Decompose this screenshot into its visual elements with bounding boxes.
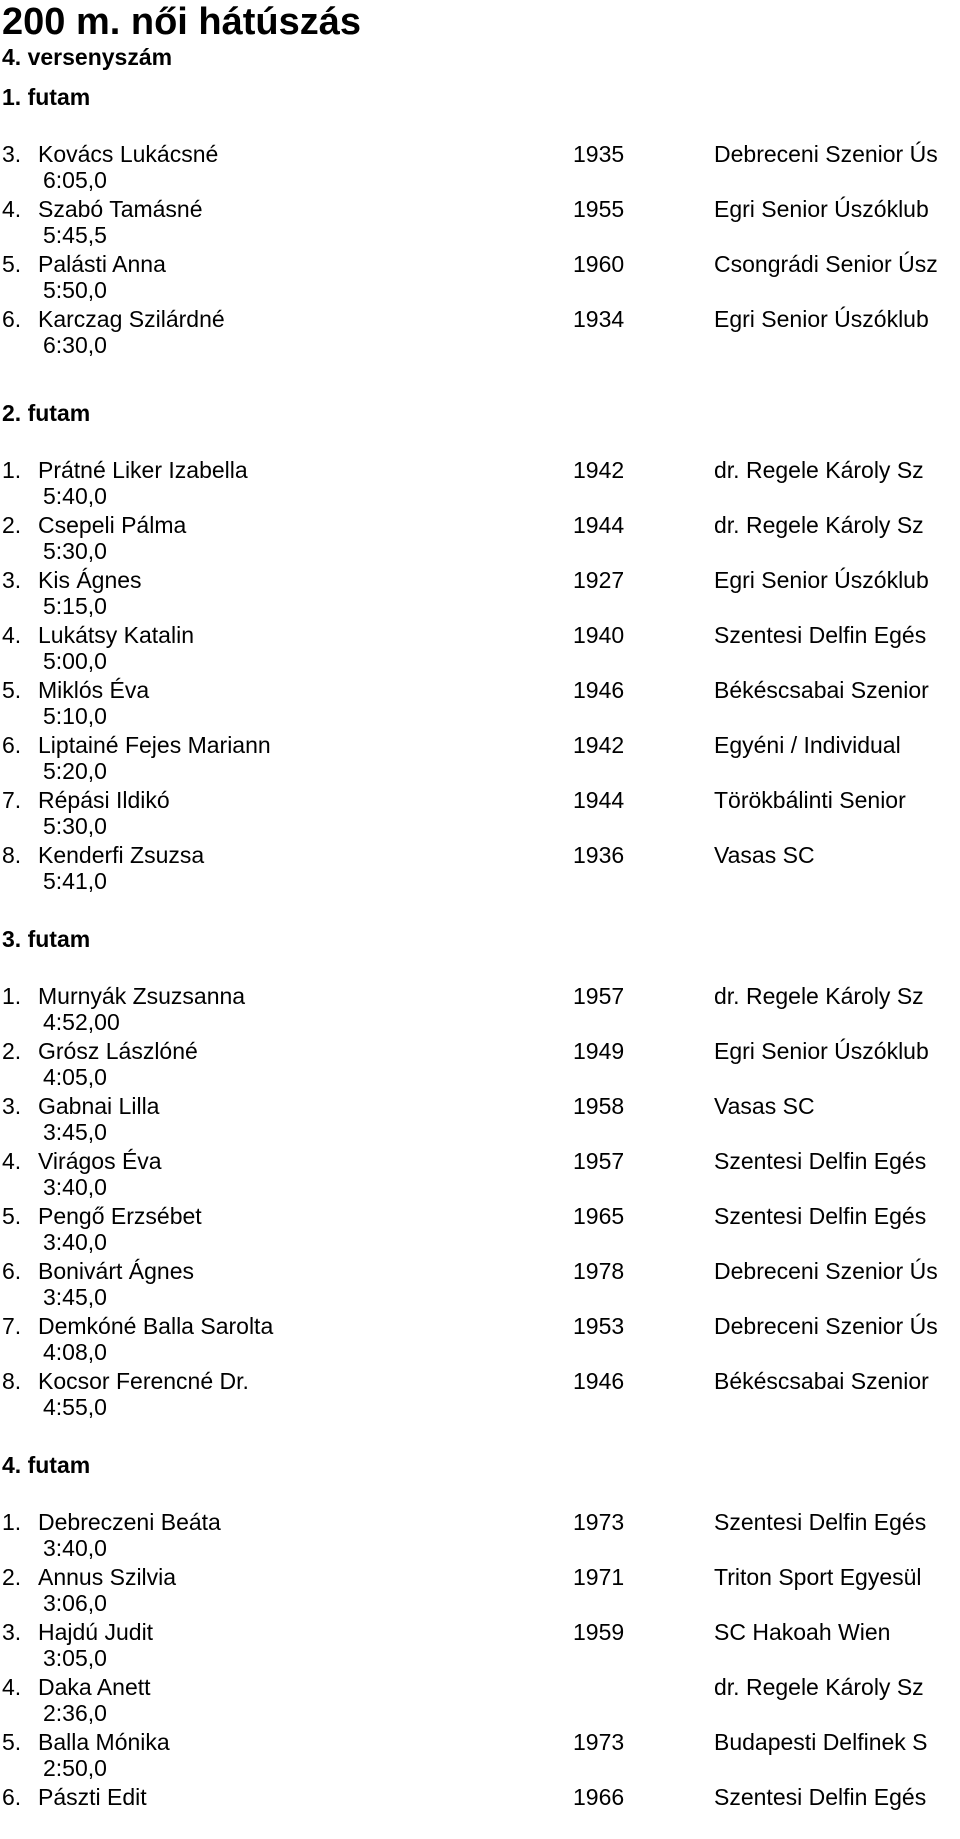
entry-name: Daka Anett bbox=[38, 1674, 151, 1700]
entry-rank: 5. bbox=[2, 251, 22, 277]
result-entry bbox=[0, 456, 960, 512]
entry-time: 5:45,5 bbox=[43, 222, 107, 248]
entry-birth-year: 1953 bbox=[573, 1313, 625, 1339]
entry-name: Csepeli Pálma bbox=[38, 512, 187, 538]
result-entry bbox=[0, 1312, 960, 1368]
entry-rank: 2. bbox=[2, 1038, 22, 1064]
entry-birth-year: 1934 bbox=[573, 306, 625, 332]
entry-name: Répási Ildikó bbox=[38, 787, 170, 813]
entry-time: 5:10,0 bbox=[43, 703, 107, 729]
entry-birth-year: 1966 bbox=[573, 1784, 625, 1810]
entry-club: Vasas SC bbox=[714, 1093, 815, 1119]
entry-name: Liptainé Fejes Mariann bbox=[38, 732, 271, 758]
entry-name: Kenderfi Zsuzsa bbox=[38, 842, 205, 868]
entry-birth-year: 1955 bbox=[573, 196, 625, 222]
result-entry bbox=[0, 250, 960, 306]
entry-club: SC Hakoah Wien bbox=[714, 1619, 891, 1645]
entry-rank: 3. bbox=[2, 567, 22, 593]
entry-time: 2:50,0 bbox=[43, 1755, 107, 1781]
entry-rank: 7. bbox=[2, 1313, 22, 1339]
entry-name: Kocsor Ferencné Dr. bbox=[38, 1368, 249, 1394]
entry-name: Miklós Éva bbox=[38, 677, 150, 703]
entry-club: Szentesi Delfin Egés bbox=[714, 1148, 927, 1174]
entry-name: Virágos Éva bbox=[38, 1148, 162, 1174]
entry-birth-year: 1973 bbox=[573, 1509, 625, 1535]
entry-rank: 3. bbox=[2, 1093, 22, 1119]
entry-birth-year: 1946 bbox=[573, 1368, 625, 1394]
entry-rank: 3. bbox=[2, 141, 22, 167]
entry-club: Egri Senior Úszóklub bbox=[714, 567, 929, 593]
entry-time: 3:05,0 bbox=[43, 1645, 107, 1671]
entry-club: Debreceni Szenior Ús bbox=[714, 1313, 938, 1339]
entry-rank: 8. bbox=[2, 842, 22, 868]
entry-birth-year: 1927 bbox=[573, 567, 625, 593]
result-entry bbox=[0, 140, 960, 196]
entry-club: dr. Regele Károly Sz bbox=[714, 457, 924, 483]
entry-name: Pászti Edit bbox=[38, 1784, 147, 1810]
result-entry bbox=[0, 305, 960, 361]
entry-club: Egri Senior Úszóklub bbox=[714, 306, 929, 332]
entry-club: dr. Regele Károly Sz bbox=[714, 1674, 924, 1700]
entry-birth-year: 1944 bbox=[573, 787, 625, 813]
result-entry bbox=[0, 676, 960, 732]
entry-rank: 4. bbox=[2, 1674, 22, 1700]
entry-time: 3:40,0 bbox=[43, 1229, 107, 1255]
entry-name: Balla Mónika bbox=[38, 1729, 170, 1755]
entry-birth-year: 1958 bbox=[573, 1093, 625, 1119]
entry-name: Gabnai Lilla bbox=[38, 1093, 160, 1119]
entry-club: Debreceni Szenior Ús bbox=[714, 141, 938, 167]
entry-birth-year: 1940 bbox=[573, 622, 625, 648]
entry-time: 5:40,0 bbox=[43, 483, 107, 509]
entry-club: Egyéni / Individual bbox=[714, 732, 901, 758]
entry-time: 5:50,0 bbox=[43, 277, 107, 303]
entry-birth-year: 1944 bbox=[573, 512, 625, 538]
entry-birth-year: 1959 bbox=[573, 1619, 625, 1645]
heat-title: 4. futam bbox=[2, 1452, 91, 1478]
result-entry bbox=[0, 1147, 960, 1203]
entry-club: Vasas SC bbox=[714, 842, 815, 868]
entry-birth-year: 1942 bbox=[573, 457, 625, 483]
entry-time: 3:06,0 bbox=[43, 1590, 107, 1616]
result-entry bbox=[0, 1563, 960, 1619]
entry-time: 4:52,00 bbox=[43, 1009, 120, 1035]
result-entry bbox=[0, 1728, 960, 1784]
entry-birth-year: 1935 bbox=[573, 141, 625, 167]
entry-name: Lukátsy Katalin bbox=[38, 622, 194, 648]
page-title: 200 m. női hátúszás bbox=[2, 1, 362, 43]
entry-birth-year: 1978 bbox=[573, 1258, 625, 1284]
entry-time: 5:00,0 bbox=[43, 648, 107, 674]
entry-time: 2:36,0 bbox=[43, 1700, 107, 1726]
entry-birth-year: 1971 bbox=[573, 1564, 625, 1590]
entry-time: 6:30,0 bbox=[43, 332, 107, 358]
entry-time: 5:30,0 bbox=[43, 538, 107, 564]
entry-birth-year: 1965 bbox=[573, 1203, 625, 1229]
entry-club: dr. Regele Károly Sz bbox=[714, 983, 924, 1009]
result-entry bbox=[0, 195, 960, 251]
entry-birth-year: 1957 bbox=[573, 983, 625, 1009]
entry-time: 3:40,0 bbox=[43, 1535, 107, 1561]
entry-time: 5:20,0 bbox=[43, 758, 107, 784]
entry-club: Debreceni Szenior Ús bbox=[714, 1258, 938, 1284]
entry-club: Törökbálinti Senior bbox=[714, 787, 906, 813]
entry-birth-year: 1936 bbox=[573, 842, 625, 868]
entry-time: 6:05,0 bbox=[43, 167, 107, 193]
result-entry bbox=[0, 511, 960, 567]
result-entry bbox=[0, 621, 960, 677]
entry-time: 3:40,0 bbox=[43, 1174, 107, 1200]
result-entry bbox=[0, 1783, 960, 1839]
heat-title: 3. futam bbox=[2, 926, 91, 952]
entry-rank: 6. bbox=[2, 732, 22, 758]
result-entry bbox=[0, 566, 960, 622]
entry-name: Annus Szilvia bbox=[38, 1564, 177, 1590]
entry-time: 5:41,0 bbox=[43, 868, 107, 894]
entry-rank: 4. bbox=[2, 622, 22, 648]
entry-club: Csongrádi Senior Úsz bbox=[714, 251, 938, 277]
entry-name: Szabó Tamásné bbox=[38, 196, 203, 222]
heat-title: 1. futam bbox=[2, 84, 91, 110]
entry-rank: 6. bbox=[2, 1784, 22, 1810]
entry-rank: 4. bbox=[2, 196, 22, 222]
entry-club: Szentesi Delfin Egés bbox=[714, 1203, 927, 1229]
entry-rank: 2. bbox=[2, 512, 22, 538]
result-entry bbox=[0, 1618, 960, 1674]
entry-rank: 6. bbox=[2, 306, 22, 332]
entry-club: Budapesti Delfinek S bbox=[714, 1729, 928, 1755]
result-entry bbox=[0, 982, 960, 1038]
result-entry bbox=[0, 1092, 960, 1148]
entry-birth-year: 1960 bbox=[573, 251, 625, 277]
result-entry bbox=[0, 1202, 960, 1258]
result-entry bbox=[0, 841, 960, 897]
entry-club: Triton Sport Egyesül bbox=[714, 1564, 922, 1590]
entry-rank: 5. bbox=[2, 1729, 22, 1755]
entry-club: Egri Senior Úszóklub bbox=[714, 1038, 929, 1064]
entry-rank: 8. bbox=[2, 1368, 22, 1394]
entry-rank: 7. bbox=[2, 787, 22, 813]
entry-birth-year: 1973 bbox=[573, 1729, 625, 1755]
result-entry bbox=[0, 1508, 960, 1564]
entry-rank: 1. bbox=[2, 1509, 22, 1535]
entry-name: Kovács Lukácsné bbox=[38, 141, 219, 167]
entry-club: Békéscsabai Szenior bbox=[714, 677, 929, 703]
entry-rank: 4. bbox=[2, 1148, 22, 1174]
entry-name: Bonivárt Ágnes bbox=[38, 1258, 194, 1284]
entry-rank: 2. bbox=[2, 1564, 22, 1590]
entry-time: 4:05,0 bbox=[43, 1064, 107, 1090]
result-entry bbox=[0, 731, 960, 787]
entry-time: 4:08,0 bbox=[43, 1339, 107, 1365]
entry-name: Kis Ágnes bbox=[38, 567, 142, 593]
entry-name: Palásti Anna bbox=[38, 251, 166, 277]
entry-rank: 1. bbox=[2, 457, 22, 483]
entry-time: 5:15,0 bbox=[43, 593, 107, 619]
entry-rank: 3. bbox=[2, 1619, 22, 1645]
entry-time: 4:55,0 bbox=[43, 1394, 107, 1420]
entry-name: Hajdú Judit bbox=[38, 1619, 154, 1645]
result-entry bbox=[0, 786, 960, 842]
entry-name: Pengő Erzsébet bbox=[38, 1203, 202, 1229]
result-entry bbox=[0, 1037, 960, 1093]
entry-name: Prátné Liker Izabella bbox=[38, 457, 248, 483]
entry-name: Murnyák Zsuzsanna bbox=[38, 983, 246, 1009]
entry-birth-year: 1946 bbox=[573, 677, 625, 703]
entry-club: dr. Regele Károly Sz bbox=[714, 512, 924, 538]
entry-club: Békéscsabai Szenior bbox=[714, 1368, 929, 1394]
entry-rank: 5. bbox=[2, 677, 22, 703]
entry-name: Debreczeni Beáta bbox=[38, 1509, 221, 1535]
entry-club: Szentesi Delfin Egés bbox=[714, 1509, 927, 1535]
result-entry bbox=[0, 1257, 960, 1313]
entry-rank: 5. bbox=[2, 1203, 22, 1229]
entry-birth-year: 1957 bbox=[573, 1148, 625, 1174]
entry-name: Karczag Szilárdné bbox=[38, 306, 225, 332]
entry-rank: 6. bbox=[2, 1258, 22, 1284]
entry-name: Grósz Lászlóné bbox=[38, 1038, 198, 1064]
event-number: 4. versenyszám bbox=[2, 44, 173, 70]
result-entry bbox=[0, 1367, 960, 1423]
entry-birth-year: 1942 bbox=[573, 732, 625, 758]
entry-club: Egri Senior Úszóklub bbox=[714, 196, 929, 222]
entry-time: 3:45,0 bbox=[43, 1284, 107, 1310]
entry-rank: 1. bbox=[2, 983, 22, 1009]
heat-title: 2. futam bbox=[2, 400, 91, 426]
entry-birth-year: 1949 bbox=[573, 1038, 625, 1064]
entry-name: Demkóné Balla Sarolta bbox=[38, 1313, 274, 1339]
entry-time: 3:45,0 bbox=[43, 1119, 107, 1145]
entry-time: 5:30,0 bbox=[43, 813, 107, 839]
result-entry bbox=[0, 1673, 960, 1729]
entry-club: Szentesi Delfin Egés bbox=[714, 1784, 927, 1810]
entry-club: Szentesi Delfin Egés bbox=[714, 622, 927, 648]
